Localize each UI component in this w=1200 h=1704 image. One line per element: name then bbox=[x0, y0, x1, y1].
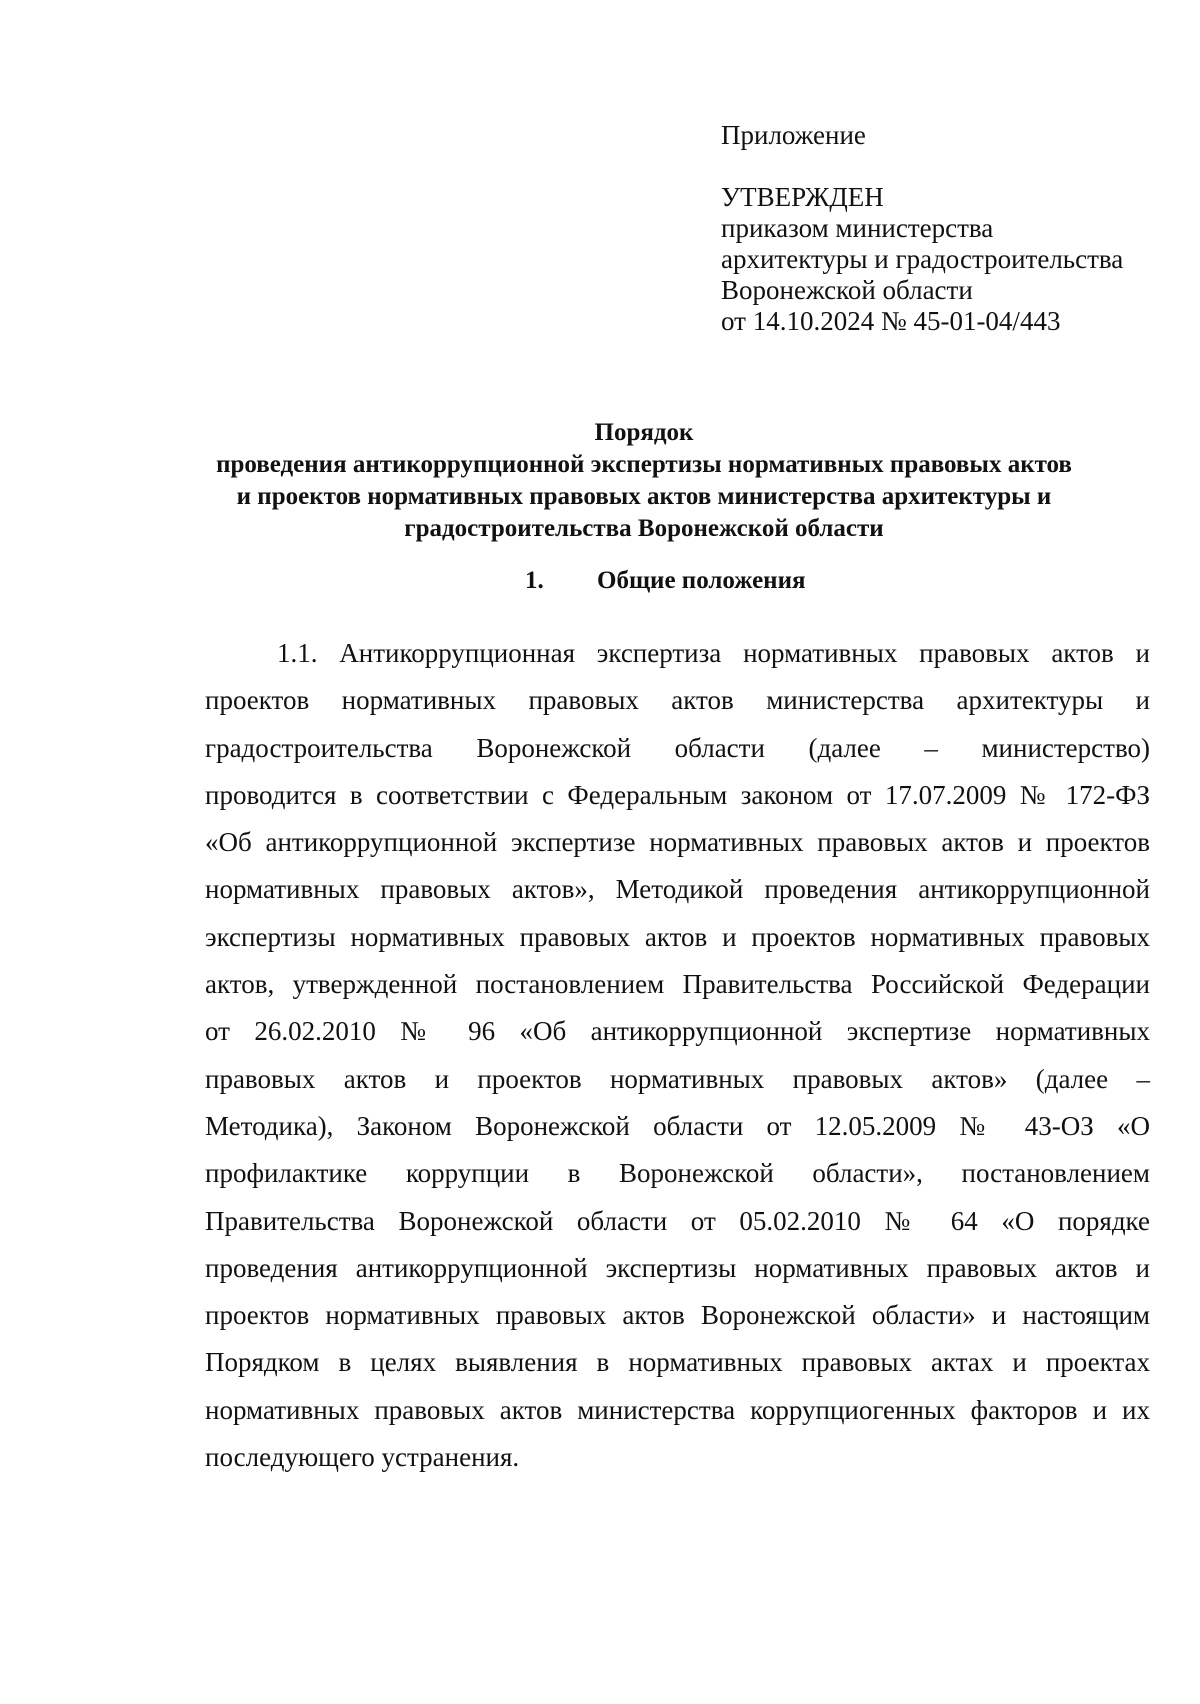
paragraph-line: «Об антикоррупционной экспертизе нормативных правовых актов и проектов bbox=[205, 827, 1150, 858]
paragraph-line: Правительства Воронежской области от 05.02.2010 № 64 «О порядке bbox=[205, 1205, 1150, 1236]
paragraph-line: от 26.02.2010 № 96 «Об антикоррупционной экспертизе нормативных bbox=[205, 1016, 1150, 1047]
approval-ministry-line: архитектуры и градостроительства bbox=[721, 244, 1124, 274]
title-line: проведения антикоррупционной экспертизы нормативных правовых актов bbox=[216, 451, 1072, 478]
paragraph-line: экспертизы нормативных правовых актов и проектов нормативных правовых bbox=[205, 921, 1150, 952]
paragraph-1-1 bbox=[205, 630, 1150, 1481]
approval-region-line: Воронежской области bbox=[721, 275, 973, 305]
section-title: Общие положения bbox=[597, 567, 806, 594]
approval-date-number: от 14.10.2024 № 45-01-04/443 bbox=[721, 306, 1061, 336]
paragraph-line: проводится в соответствии с Федеральным законом от 17.07.2009 № 172-ФЗ bbox=[205, 779, 1150, 810]
paragraph-line: нормативных правовых актов», Методикой проведения антикоррупционной bbox=[205, 874, 1150, 905]
title-line: и проектов нормативных правовых актов министерства архитектуры и bbox=[236, 483, 1052, 510]
section-number: 1. bbox=[525, 567, 544, 594]
paragraph-line: профилактике коррупции в Воронежской области», постановлением bbox=[205, 1158, 1150, 1189]
paragraph-line: проектов нормативных правовых актов Воронежской области» и настоящим bbox=[205, 1300, 1150, 1331]
document-title bbox=[190, 417, 1098, 545]
approval-order-line: приказом министерства bbox=[721, 213, 994, 243]
appendix-label: Приложение bbox=[721, 120, 866, 150]
paragraph-line: проектов нормативных правовых актов министерства архитектуры и bbox=[205, 685, 1150, 716]
paragraph-line: последующего устранения. bbox=[205, 1442, 520, 1473]
paragraph-line: Методика), Законом Воронежской области от 12.05.2009 № 43-ОЗ «О bbox=[205, 1110, 1150, 1141]
approved-label: УТВЕРЖДЕН bbox=[721, 182, 884, 212]
paragraph-line: Порядком в целях выявления в нормативных правовых актах и проектах bbox=[205, 1347, 1150, 1378]
paragraph-line: проведения антикоррупционной экспертизы нормативных правовых актов и bbox=[205, 1252, 1150, 1283]
paragraph-line: градостроительства Воронежской области (далее – министерство) bbox=[205, 732, 1150, 763]
approval-stamp bbox=[721, 120, 1161, 337]
paragraph-line: 1.1. Антикоррупционная экспертиза нормативных правовых актов и bbox=[277, 638, 1150, 668]
paragraph-line: актов, утвержденной постановлением Правительства Российской Федерации bbox=[205, 969, 1150, 1000]
title-line: Порядок bbox=[594, 419, 694, 446]
title-line: градостроительства Воронежской области bbox=[404, 515, 884, 542]
paragraph-line: правовых актов и проектов нормативных правовых актов» (далее – bbox=[205, 1063, 1150, 1094]
paragraph-line: нормативных правовых актов министерства коррупциогенных факторов и их bbox=[205, 1394, 1150, 1425]
